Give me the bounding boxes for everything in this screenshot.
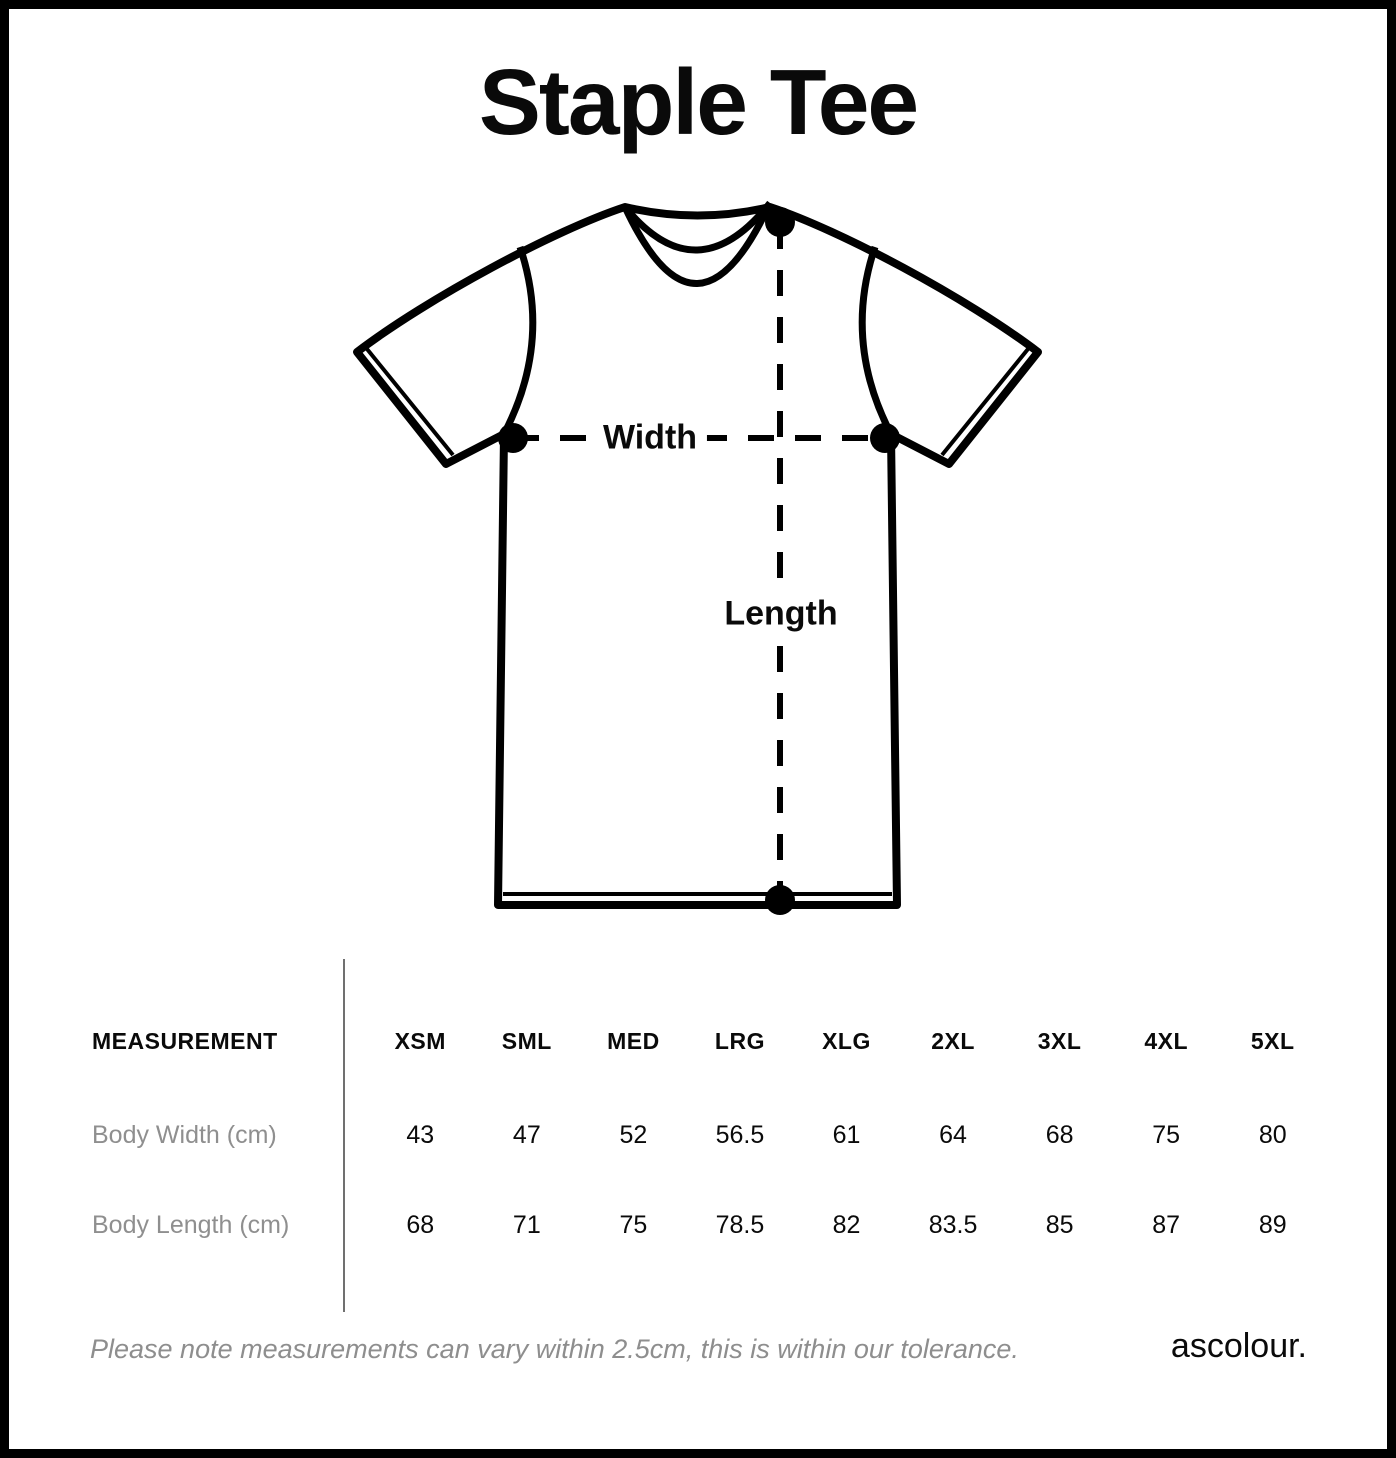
size-value: 80 — [1258, 1120, 1287, 1149]
column-header-3xl: 3XL — [1037, 1027, 1082, 1054]
column-header-sml: SML — [501, 1027, 552, 1054]
size-value: 68 — [1045, 1120, 1074, 1149]
measure-dot-hem — [765, 885, 795, 915]
page-title: Staple Tee — [478, 50, 918, 154]
size-value: 68 — [406, 1210, 435, 1239]
size-value: 89 — [1258, 1210, 1287, 1239]
size-value: 64 — [939, 1120, 967, 1149]
size-value: 43 — [406, 1120, 435, 1149]
column-header-xlg: XLG — [822, 1027, 871, 1054]
column-header-4xl: 4XL — [1144, 1027, 1188, 1054]
column-header-2xl: 2XL — [931, 1027, 975, 1054]
tshirt-diagram — [340, 190, 1060, 930]
size-value: 56.5 — [715, 1120, 765, 1149]
row-label: Body Width (cm) — [92, 1120, 277, 1149]
width-measure-label: Width — [593, 419, 707, 458]
size-value: 85 — [1045, 1210, 1074, 1239]
size-value: 61 — [832, 1120, 861, 1149]
column-header-xsm: XSM — [394, 1027, 446, 1054]
table-row-body-length — [90, 1206, 1326, 1244]
size-value: 78.5 — [715, 1210, 765, 1239]
table-row-body-width — [90, 1116, 1326, 1154]
size-value: 75 — [619, 1210, 648, 1239]
size-value: 87 — [1152, 1210, 1181, 1239]
size-value: 52 — [619, 1120, 648, 1149]
length-measure-label: Length — [714, 595, 847, 634]
size-value: 82 — [832, 1210, 861, 1239]
size-value: 75 — [1152, 1120, 1181, 1149]
column-header-5xl: 5XL — [1250, 1027, 1295, 1054]
measure-dot-left-underarm — [498, 423, 528, 453]
size-value: 71 — [512, 1210, 541, 1239]
brand-logo: ascolour. — [1170, 1327, 1307, 1365]
measure-dot-right-underarm — [870, 423, 900, 453]
row-label: Body Length (cm) — [92, 1210, 290, 1239]
measure-dot-collar — [765, 207, 795, 237]
tshirt-outline — [357, 207, 1038, 905]
size-value: 83.5 — [928, 1210, 978, 1239]
column-header-med: MED — [607, 1027, 660, 1054]
size-value: 47 — [512, 1120, 541, 1149]
column-header-measurement: MEASUREMENT — [92, 1027, 278, 1054]
table-header-row — [90, 1022, 1326, 1060]
tolerance-note: Please note measurements can vary within 2.5cm, this is within our tolerance. — [90, 1334, 1019, 1364]
column-header-lrg: LRG — [714, 1027, 765, 1054]
